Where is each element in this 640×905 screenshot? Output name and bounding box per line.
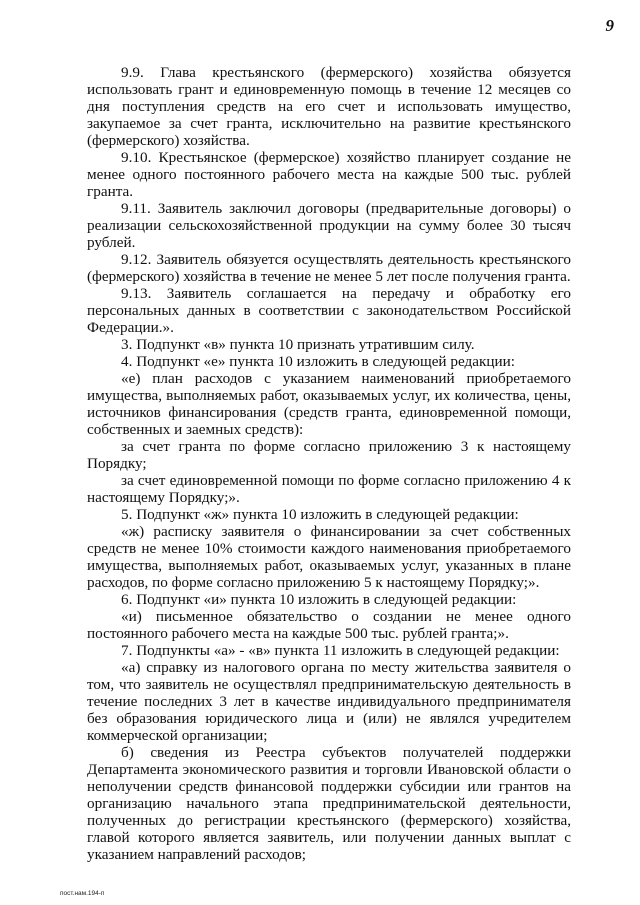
paragraph-subitem-i: «и) письменное обязательство о создании не менее одного постоянного рабочего места на каждые 500 тыс. рублей гранта;». <box>87 608 571 642</box>
paragraph-9-13: 9.13. Заявитель соглашается на передачу и обработку его персональных данных в соответствии с законодательством Российской Федерации.». <box>87 285 571 336</box>
document-body <box>87 64 571 863</box>
paragraph-subitem-zh: «ж) расписку заявителя о финансировании за счет собственных средств не менее 10% стоимости каждого наименования приобретаемого имущества, выполняемых работ, оказываемых услуг, указанных в плане расходов, по форме согласно приложению 5 к настоящему Порядку;». <box>87 523 571 591</box>
paragraph-subitem-a: «а) справку из налогового органа по месту жительства заявителя о том, что заявитель не осуществлял предпринимательскую деятельность в течение последних 3 лет в качестве индивидуального предпринимателя без образования юридического лица и (или) не являлся учредителем коммерческой организации; <box>87 659 571 744</box>
paragraph-9-12: 9.12. Заявитель обязуется осуществлять деятельность крестьянского (фермерского) хозяйства в течение не менее 5 лет после получения гранта. <box>87 251 571 285</box>
paragraph-9-11: 9.11. Заявитель заключил договоры (предварительные договоры) о реализации сельскохозяйственной продукции на сумму более 30 тысяч рублей. <box>87 200 571 251</box>
paragraph-item-5: 5. Подпункт «ж» пункта 10 изложить в следующей редакции: <box>121 506 519 523</box>
paragraph-9-10: 9.10. Крестьянское (фермерское) хозяйство планирует создание не менее одного постоянного рабочего места на каждые 500 тыс. рублей гранта. <box>87 149 571 200</box>
paragraph-onetime-plan: за счет единовременной помощи по форме согласно приложению 4 к настоящему Порядку;». <box>87 472 571 506</box>
paragraph-item-7: 7. Подпункты «а» - «в» пункта 11 изложить в следующей редакции: <box>121 642 560 659</box>
paragraph-subitem-e: «е) план расходов с указанием наименований приобретаемого имущества, выполняемых работ, оказываемых услуг, их количества, цены, источников финансирования (средств гранта, единовременной помощи, собственных и заемных средств): <box>87 370 571 438</box>
page-number: 9 <box>605 16 614 35</box>
paragraph-grant-plan: за счет гранта по форме согласно приложению 3 к настоящему Порядку; <box>87 438 571 472</box>
paragraph-item-3: 3. Подпункт «в» пункта 10 признать утратившим силу. <box>121 336 475 353</box>
paragraph-item-4: 4. Подпункт «е» пункта 10 изложить в следующей редакции: <box>121 353 515 370</box>
paragraph-item-6: 6. Подпункт «и» пункта 10 изложить в следующей редакции: <box>121 591 517 608</box>
paragraph-subitem-b: б) сведения из Реестра субъектов получателей поддержки Департамента экономического развития и торговли Ивановской области о неполучении средств финансовой поддержки субсидии или грантов на организацию начального этапа предпринимательской деятельности, полученных до регистрации крестьянского (фермерского) хозяйства, главой которого является заявитель, или получении данных выплат с указанием направлений расходов; <box>87 744 571 863</box>
paragraph-9-9: 9.9. Глава крестьянского (фермерского) хозяйства обязуется использовать грант и единовременную помощь в течение 12 месяцев со дня поступления средств на его счет и использовать имущество, закупаемое за счет гранта, исключительно на развитие крестьянского (фермерского) хозяйства. <box>87 64 571 149</box>
footer-code: пост.нам.194-п <box>60 890 105 897</box>
